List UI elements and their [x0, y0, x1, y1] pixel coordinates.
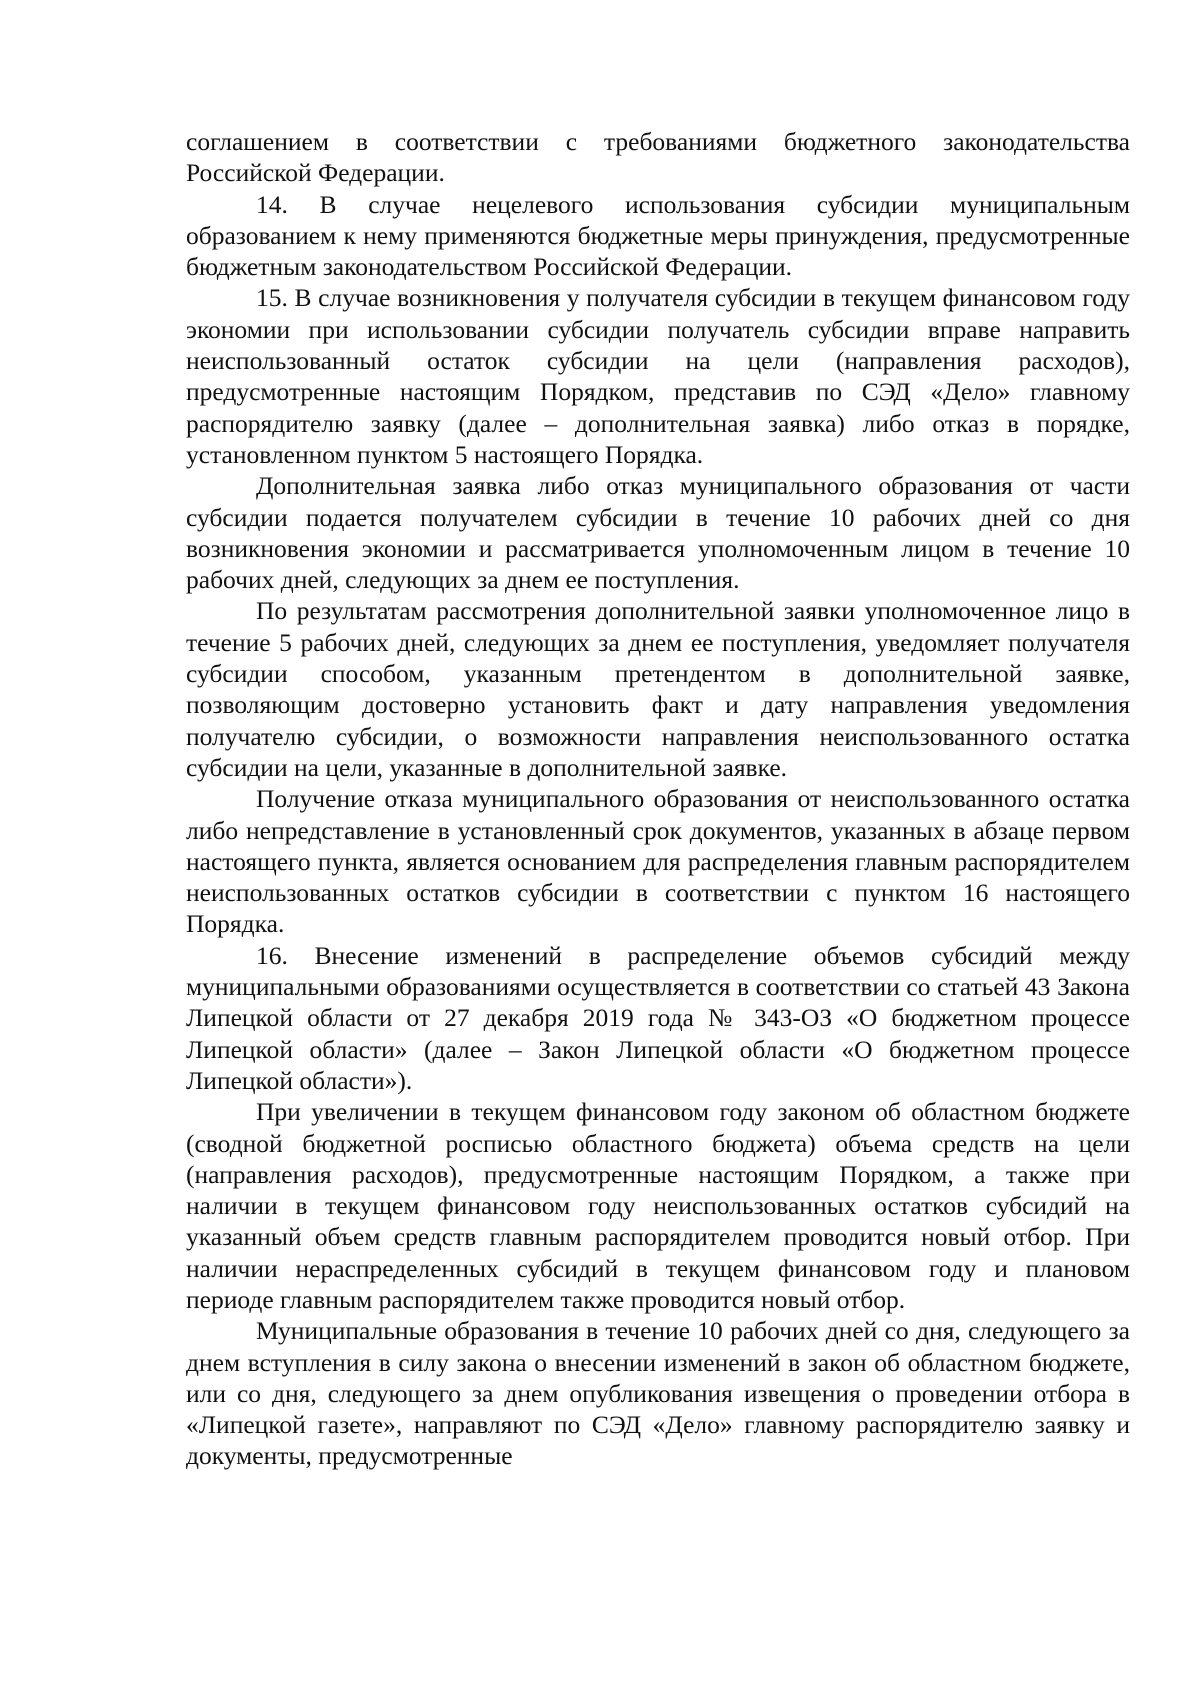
document-body [186, 126, 1130, 1472]
paragraph-16-applications: Муниципальные образования в течение 10 рабочих дней со дня, следующего за днем вступления в силу закона о внесении изменений в закон об областном бюджете, или со дня, следующего за днем опубликования извещения о проведении отбора в «Липецкой газете», направляют по СЭД «Дело» главному распорядителю заявку и документы, предусмотренные [186, 1316, 1130, 1471]
paragraph-15-refusal: Получение отказа муниципального образования от неиспользованного остатка либо непредставление в установленный срок документов, указанных в абзаце первом настоящего пункта, является основанием для распределения главным распорядителем неиспользованных остатков субсидии в соответствии с пунктом 16 настоящего Порядка. [186, 784, 1130, 939]
paragraph-continuation: соглашением в соответствии с требованиями бюджетного законодательства Российской Федерации. [186, 127, 1130, 188]
paragraph-15-review-results: По результатам рассмотрения дополнительной заявки уполномоченное лицо в течение 5 рабочих дней, следующих за днем ее поступления, уведомляет получателя субсидии способом, указанным претендентом в дополнительной заявке, позволяющим достоверно установить факт и дату направления уведомления получателю субсидии, о возможности направления неиспользованного остатка субсидии на цели, указанные в дополнительной заявке. [186, 596, 1130, 782]
paragraph-15-additional-application: Дополнительная заявка либо отказ муниципального образования от части субсидии подается получателем субсидии в течение 10 рабочих дней со дня возникновения экономии и рассматривается уполномоченным лицом в течение 10 рабочих дней, следующих за днем ее поступления. [186, 471, 1130, 595]
paragraph-16: 16. Внесение изменений в распределение объемов субсидий между муниципальными образованиями осуществляется в соответствии со статьей 43 Закона Липецкой области от 27 декабря 2019 года № 343-ОЗ «О бюджетном процессе Липецкой области» (далее – Закон Липецкой области «О бюджетном процессе Липецкой области»). [186, 940, 1130, 1095]
paragraph-15: 15. В случае возникновения у получателя субсидии в текущем финансовом году экономии при использовании субсидии получатель субсидии вправе направить неиспользованный остаток субсидии на цели (направления расходов), предусмотренные настоящим Порядком, представив по СЭД «Дело» главному распорядителю заявку (далее – дополнительная заявка) либо отказ в порядке, установленном пунктом 5 настоящего Порядка. [186, 283, 1130, 469]
paragraph-16-new-selection: При увеличении в текущем финансовом году законом об областном бюджете (сводной бюджетной росписью областного бюджета) объема средств на цели (направления расходов), предусмотренные настоящим Порядком, а также при наличии в текущем финансовом году неиспользованных остатков субсидий на указанный объем средств главным распорядителем проводится новый отбор. При наличии нераспределенных субсидий в текущем финансовом году и плановом периоде главным распорядителем также проводится новый отбор. [186, 1097, 1130, 1314]
paragraph-14: 14. В случае нецелевого использования субсидии муниципальным образованием к нему применяются бюджетные меры принуждения, предусмотренные бюджетным законодательством Российской Федерации. [186, 189, 1130, 282]
